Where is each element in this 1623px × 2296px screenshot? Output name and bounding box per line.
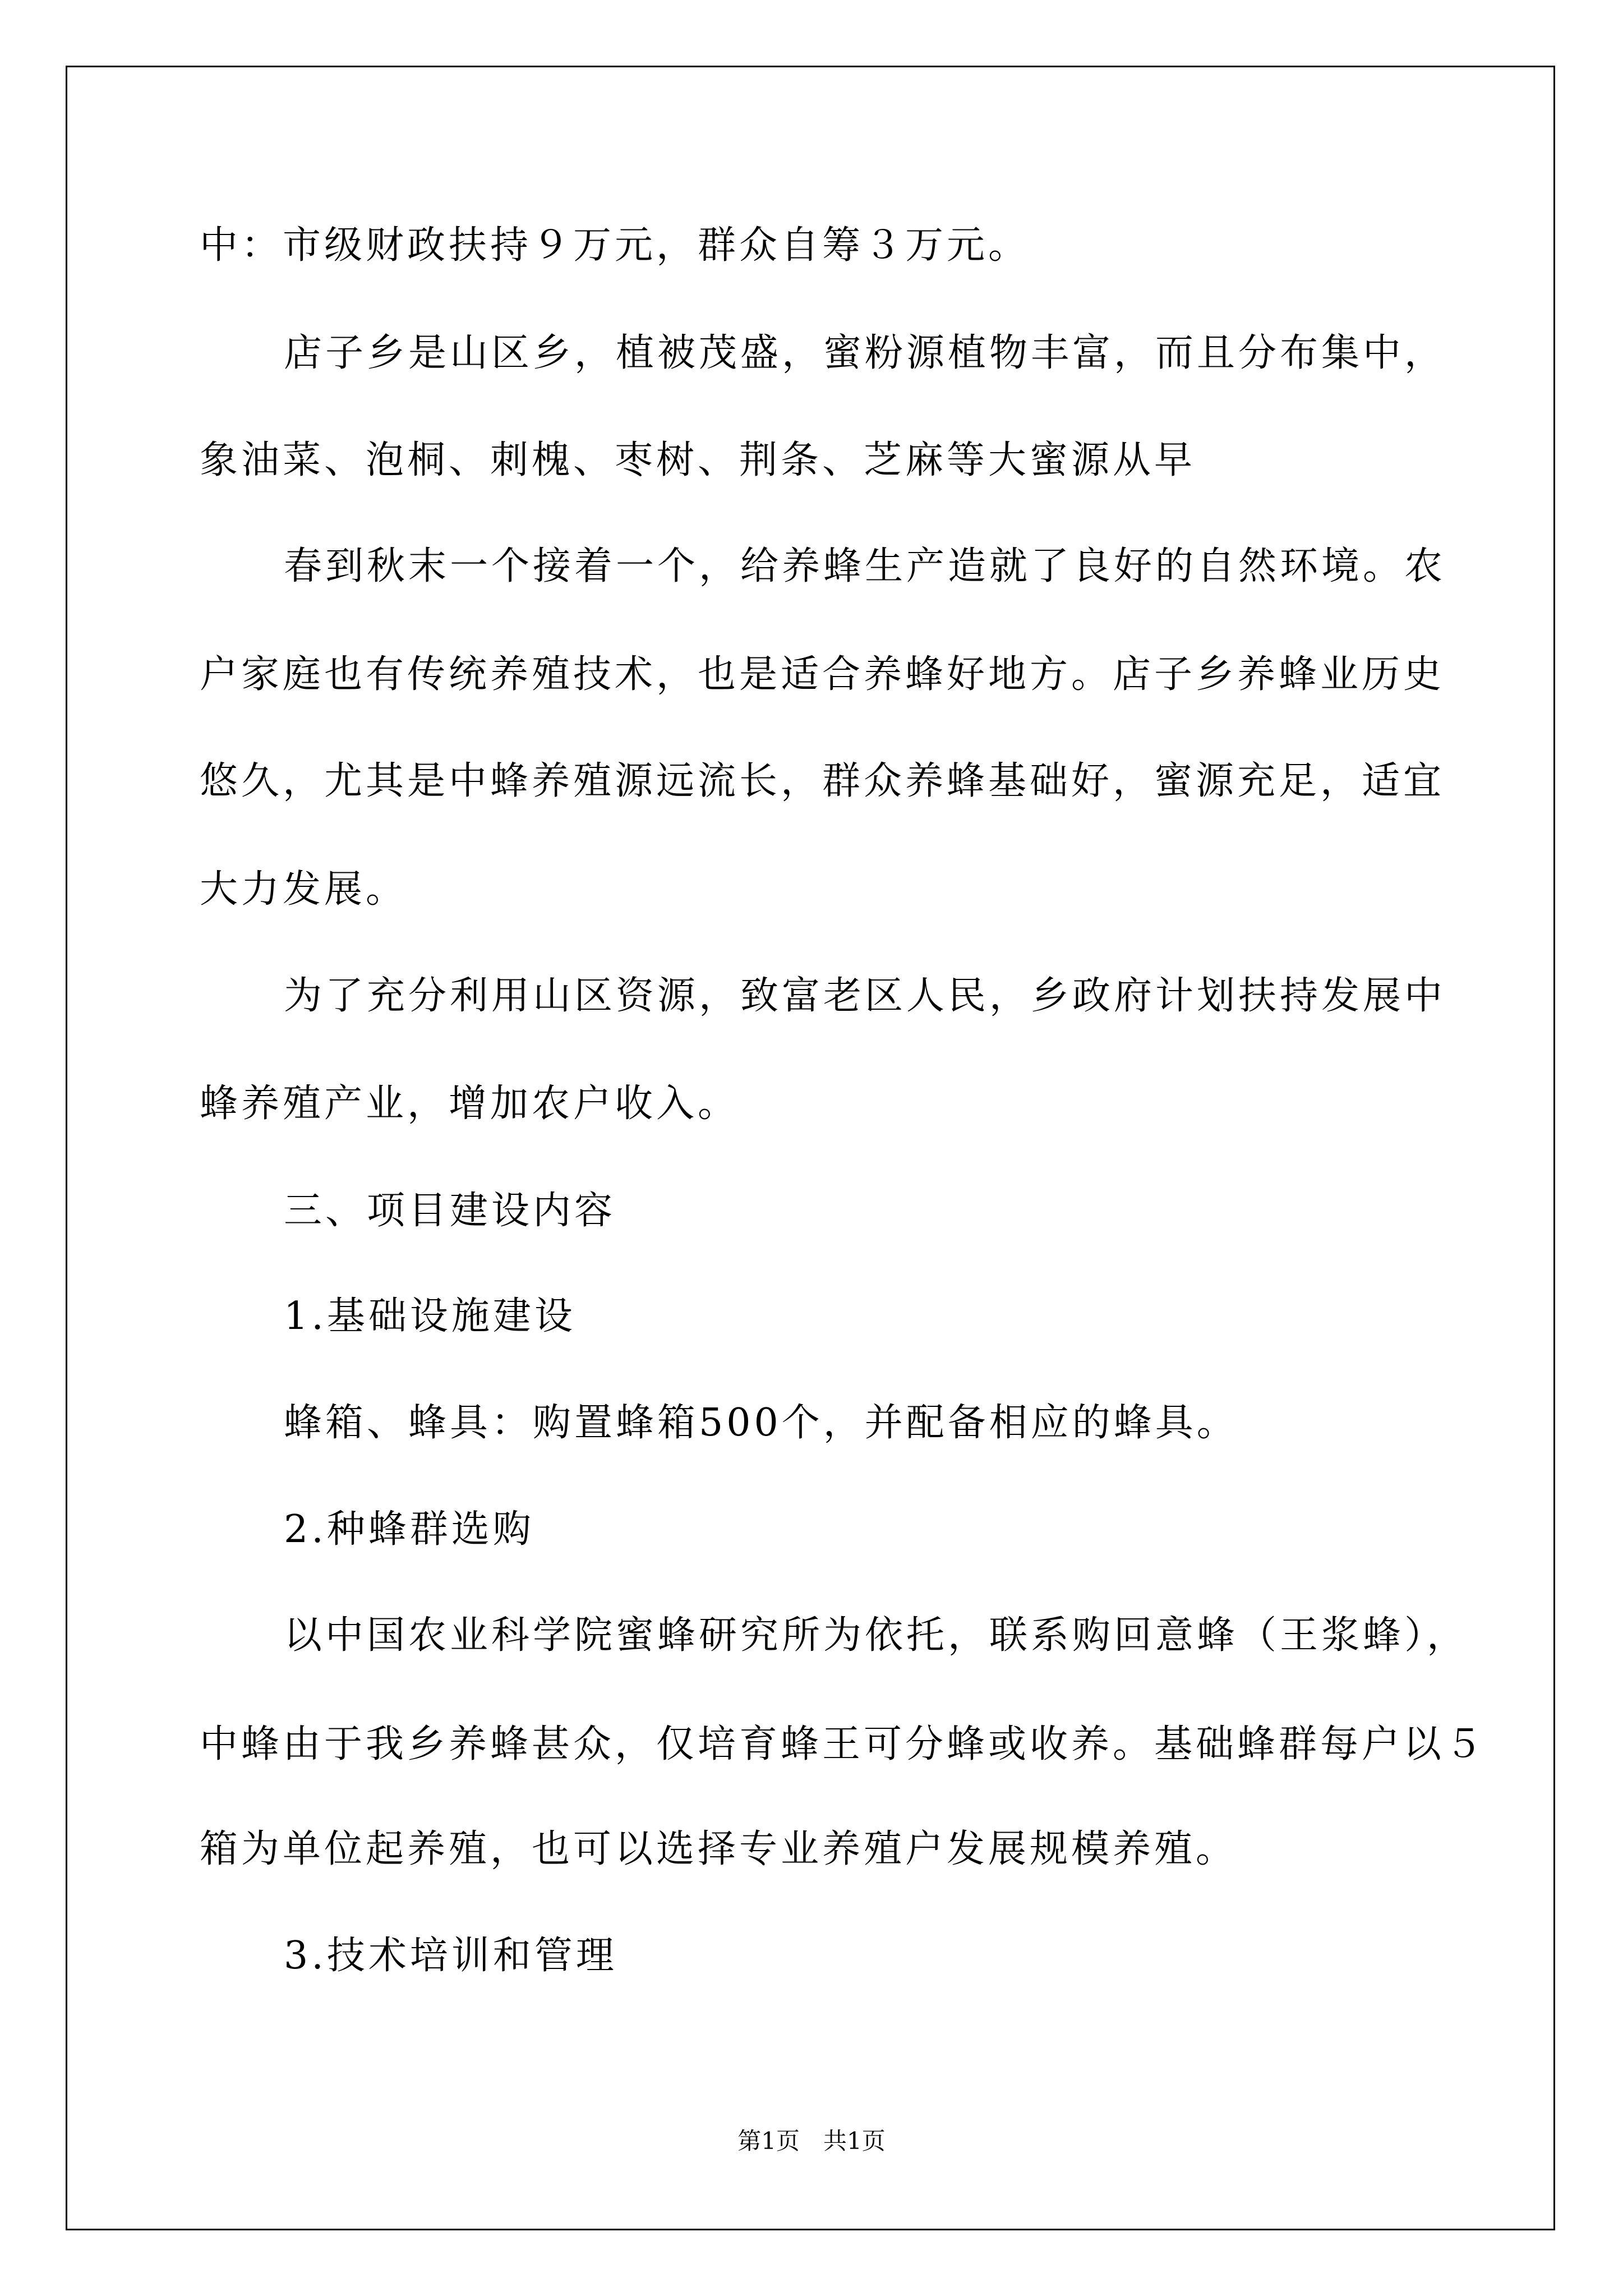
- page-border: [66, 66, 1555, 2230]
- text-line-1: 中：市级财政扶持９万元，群众自筹３万元。: [200, 223, 1030, 268]
- subheading-3: 3.技术培训和管理: [284, 1934, 617, 1978]
- text-line-12: 蜂箱、蜂具：购置蜂箱500个，并配备相应的蜂具。: [284, 1401, 1238, 1445]
- text-line-8: 为了充分利用山区资源，致富老区人民，乡政府计划扶持发展中: [284, 974, 1446, 1018]
- text-line-5: 户家庭也有传统养殖技术，也是适合养蜂好地方。店子乡养蜂业历史: [200, 652, 1445, 697]
- text-line-6: 悠久，尤其是中蜂养殖源远流长，群众养蜂基础好，蜜源充足，适宜: [200, 759, 1445, 803]
- section-heading: 三、项目建设内容: [284, 1189, 616, 1233]
- text-line-9: 蜂养殖产业，增加农户收入。: [200, 1082, 740, 1126]
- subheading-2: 2.种蜂群选购: [284, 1507, 534, 1552]
- text-line-4: 春到秋末一个接着一个，给养蜂生产造就了良好的自然环境。农: [284, 544, 1446, 588]
- text-line-14: 以中国农业科学院蜜蜂研究所为依托，联系购回意蜂（王浆蜂），: [284, 1613, 1469, 1658]
- subheading-1: 1.基础设施建设: [284, 1294, 576, 1338]
- text-line-16: 箱为单位起养殖，也可以选择专业养殖户发展规模养殖。: [200, 1827, 1238, 1871]
- text-line-7: 大力发展。: [200, 867, 408, 912]
- text-line-15: 中蜂由于我乡养蜂甚众，仅培育蜂王可分蜂或收养。基础蜂群每户以５: [200, 1722, 1487, 1766]
- text-line-3: 象油菜、泡桐、刺槐、枣树、荆条、芝麻等大蜜源从早: [200, 438, 1196, 482]
- text-line-2: 店子乡是山区乡，植被茂盛，蜜粉源植物丰富，而且分布集中，: [284, 331, 1446, 375]
- page-footer: 第1页 共1页: [737, 2127, 886, 2155]
